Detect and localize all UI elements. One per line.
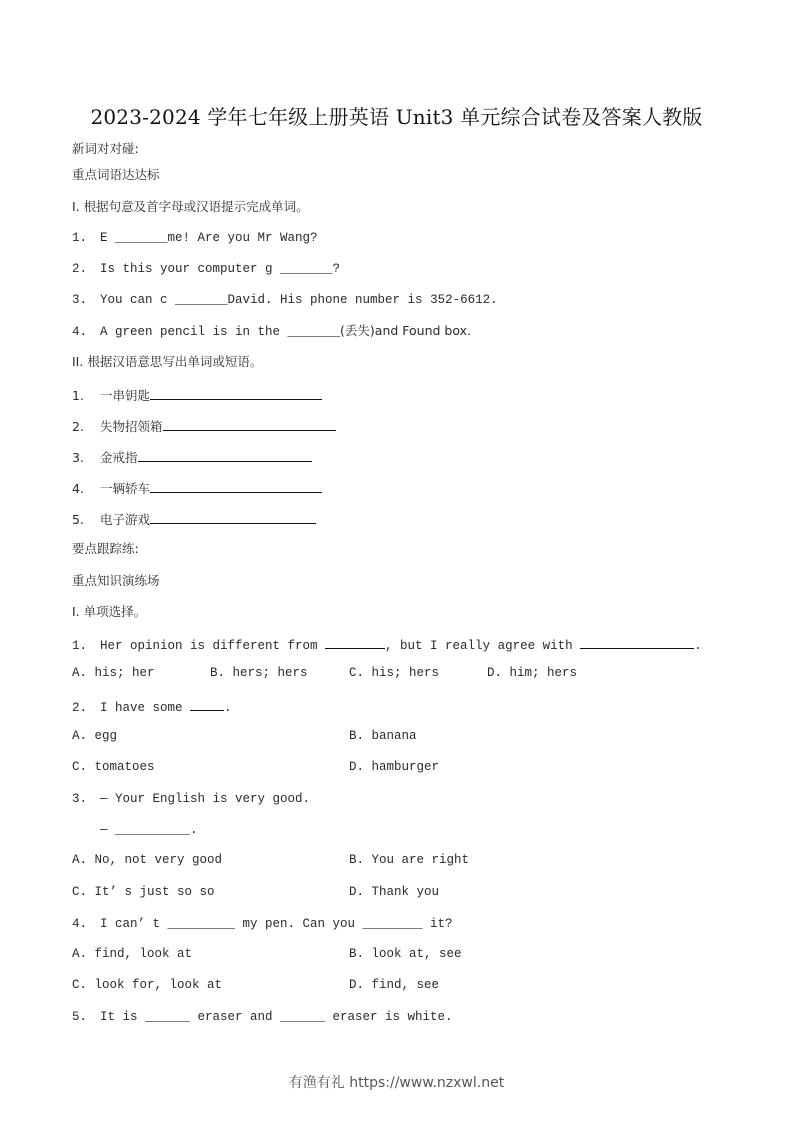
question-text: It is ______ eraser and ______ eraser is white.: [100, 1010, 453, 1024]
option-b[interactable]: B. hers; hers: [210, 666, 308, 680]
part2-item-1: [72, 386, 322, 404]
item-number: 2.: [72, 262, 88, 276]
answer-line[interactable]: [163, 417, 336, 431]
part1-item-1: [72, 230, 318, 246]
vocab-heading: 重点词语达达标: [72, 167, 160, 182]
answer-blank[interactable]: _______: [175, 293, 228, 307]
answer-blank[interactable]: [325, 635, 385, 649]
option-b[interactable]: B. You are right: [349, 853, 470, 867]
part2-heading: II. 根据汉语意思写出单词或短语。: [72, 354, 263, 369]
item-number: 4.: [72, 325, 88, 339]
item-text: me! Are you Mr Wang?: [167, 231, 318, 245]
question-text: .: [190, 823, 198, 837]
answer-blank[interactable]: _______: [115, 231, 168, 245]
answer-line[interactable]: [138, 448, 312, 462]
question-number: 5.: [72, 1010, 88, 1024]
option-c[interactable]: C. his; hers: [349, 666, 440, 680]
item-text: ?: [332, 262, 341, 276]
item-number: 1.: [72, 231, 88, 245]
new-words-heading: 新词对对碰:: [72, 141, 139, 156]
question-text: .: [224, 701, 232, 715]
question-3: [72, 791, 310, 807]
option-c[interactable]: C. look for, look at: [72, 978, 223, 992]
option-d[interactable]: D. Thank you: [349, 885, 440, 899]
part1-item-2: [72, 261, 340, 277]
knowledge-heading: 重点知识演练场: [72, 573, 160, 588]
item-number: 3.: [72, 293, 88, 307]
item-number: 4.: [72, 481, 84, 496]
answer-blank[interactable]: [580, 635, 694, 649]
item-number: 1.: [72, 388, 84, 403]
answer-line[interactable]: [150, 479, 322, 493]
option-d[interactable]: D. hamburger: [349, 760, 440, 774]
option-a[interactable]: A. his; her: [72, 666, 155, 680]
option-d[interactable]: D. him; hers: [487, 666, 578, 680]
option-c[interactable]: C. It’ s just so so: [72, 885, 215, 899]
question-text: I have some: [100, 701, 191, 715]
question-text: .: [694, 639, 702, 653]
answer-blank[interactable]: __________: [115, 823, 191, 837]
document-title: 2023-2024 学年七年级上册英语 Unit3 单元综合试卷及答案人教版: [90, 105, 703, 129]
practice-heading: 要点跟踪练:: [72, 541, 139, 556]
item-text: 电子游戏: [100, 512, 151, 527]
question-number: 4.: [72, 917, 88, 931]
part2-item-5: [72, 510, 316, 528]
option-a[interactable]: A. find, look at: [72, 947, 193, 961]
part1-item-3: [72, 292, 498, 308]
item-text: E: [100, 231, 116, 245]
part1-heading: I. 根据句意及首字母或汉语提示完成单词。: [72, 199, 309, 214]
item-text: A green pencil is in the: [100, 325, 288, 339]
part2-item-2: [72, 417, 336, 435]
answer-blank[interactable]: _______: [287, 325, 341, 339]
question-text: — Your English is very good.: [100, 792, 311, 806]
watermark-footer: 有渔有礼 https://www.nzxwl.net: [288, 1075, 505, 1091]
question-number: 2.: [72, 701, 88, 715]
answer-blank[interactable]: [190, 697, 224, 711]
answer-line[interactable]: [150, 386, 322, 400]
option-a[interactable]: A. No, not very good: [72, 853, 223, 867]
option-d[interactable]: D. find, see: [349, 978, 440, 992]
question-number: 1.: [72, 639, 88, 653]
question-3-reply: [100, 822, 198, 838]
item-text: 一辆轿车: [100, 481, 151, 496]
question-5: [72, 1009, 453, 1025]
question-1: [72, 635, 702, 654]
option-a[interactable]: A. egg: [72, 729, 118, 743]
question-number: 3.: [72, 792, 88, 806]
item-text: 金戒指: [100, 450, 138, 465]
part3-heading: I. 单项选择。: [72, 604, 147, 619]
item-text: Is this your computer g: [100, 262, 281, 276]
question-text: I can’ t _________ my pen. Can you ________ it?: [100, 917, 453, 931]
item-text: David. His phone number is 352-6612.: [227, 293, 498, 307]
item-text: You can c: [100, 293, 176, 307]
item-text: (丢失)and Found box.: [340, 323, 472, 338]
option-b[interactable]: B. banana: [349, 729, 417, 743]
part1-item-4: [72, 323, 471, 340]
option-b[interactable]: B. look at, see: [349, 947, 462, 961]
answer-blank[interactable]: _______: [280, 262, 333, 276]
part2-item-3: [72, 448, 312, 466]
option-c[interactable]: C. tomatoes: [72, 760, 155, 774]
item-text: 一串钥匙: [100, 388, 151, 403]
item-text: 失物招领箱: [100, 419, 163, 434]
question-text: Her opinion is different from: [100, 639, 326, 653]
item-number: 2.: [72, 419, 84, 434]
item-number: 5.: [72, 512, 84, 527]
answer-line[interactable]: [150, 510, 316, 524]
question-text: , but I really agree with: [385, 639, 581, 653]
question-2: [72, 697, 232, 716]
question-text: —: [100, 823, 116, 837]
item-number: 3.: [72, 450, 84, 465]
part2-item-4: [72, 479, 322, 497]
question-4: [72, 916, 453, 932]
